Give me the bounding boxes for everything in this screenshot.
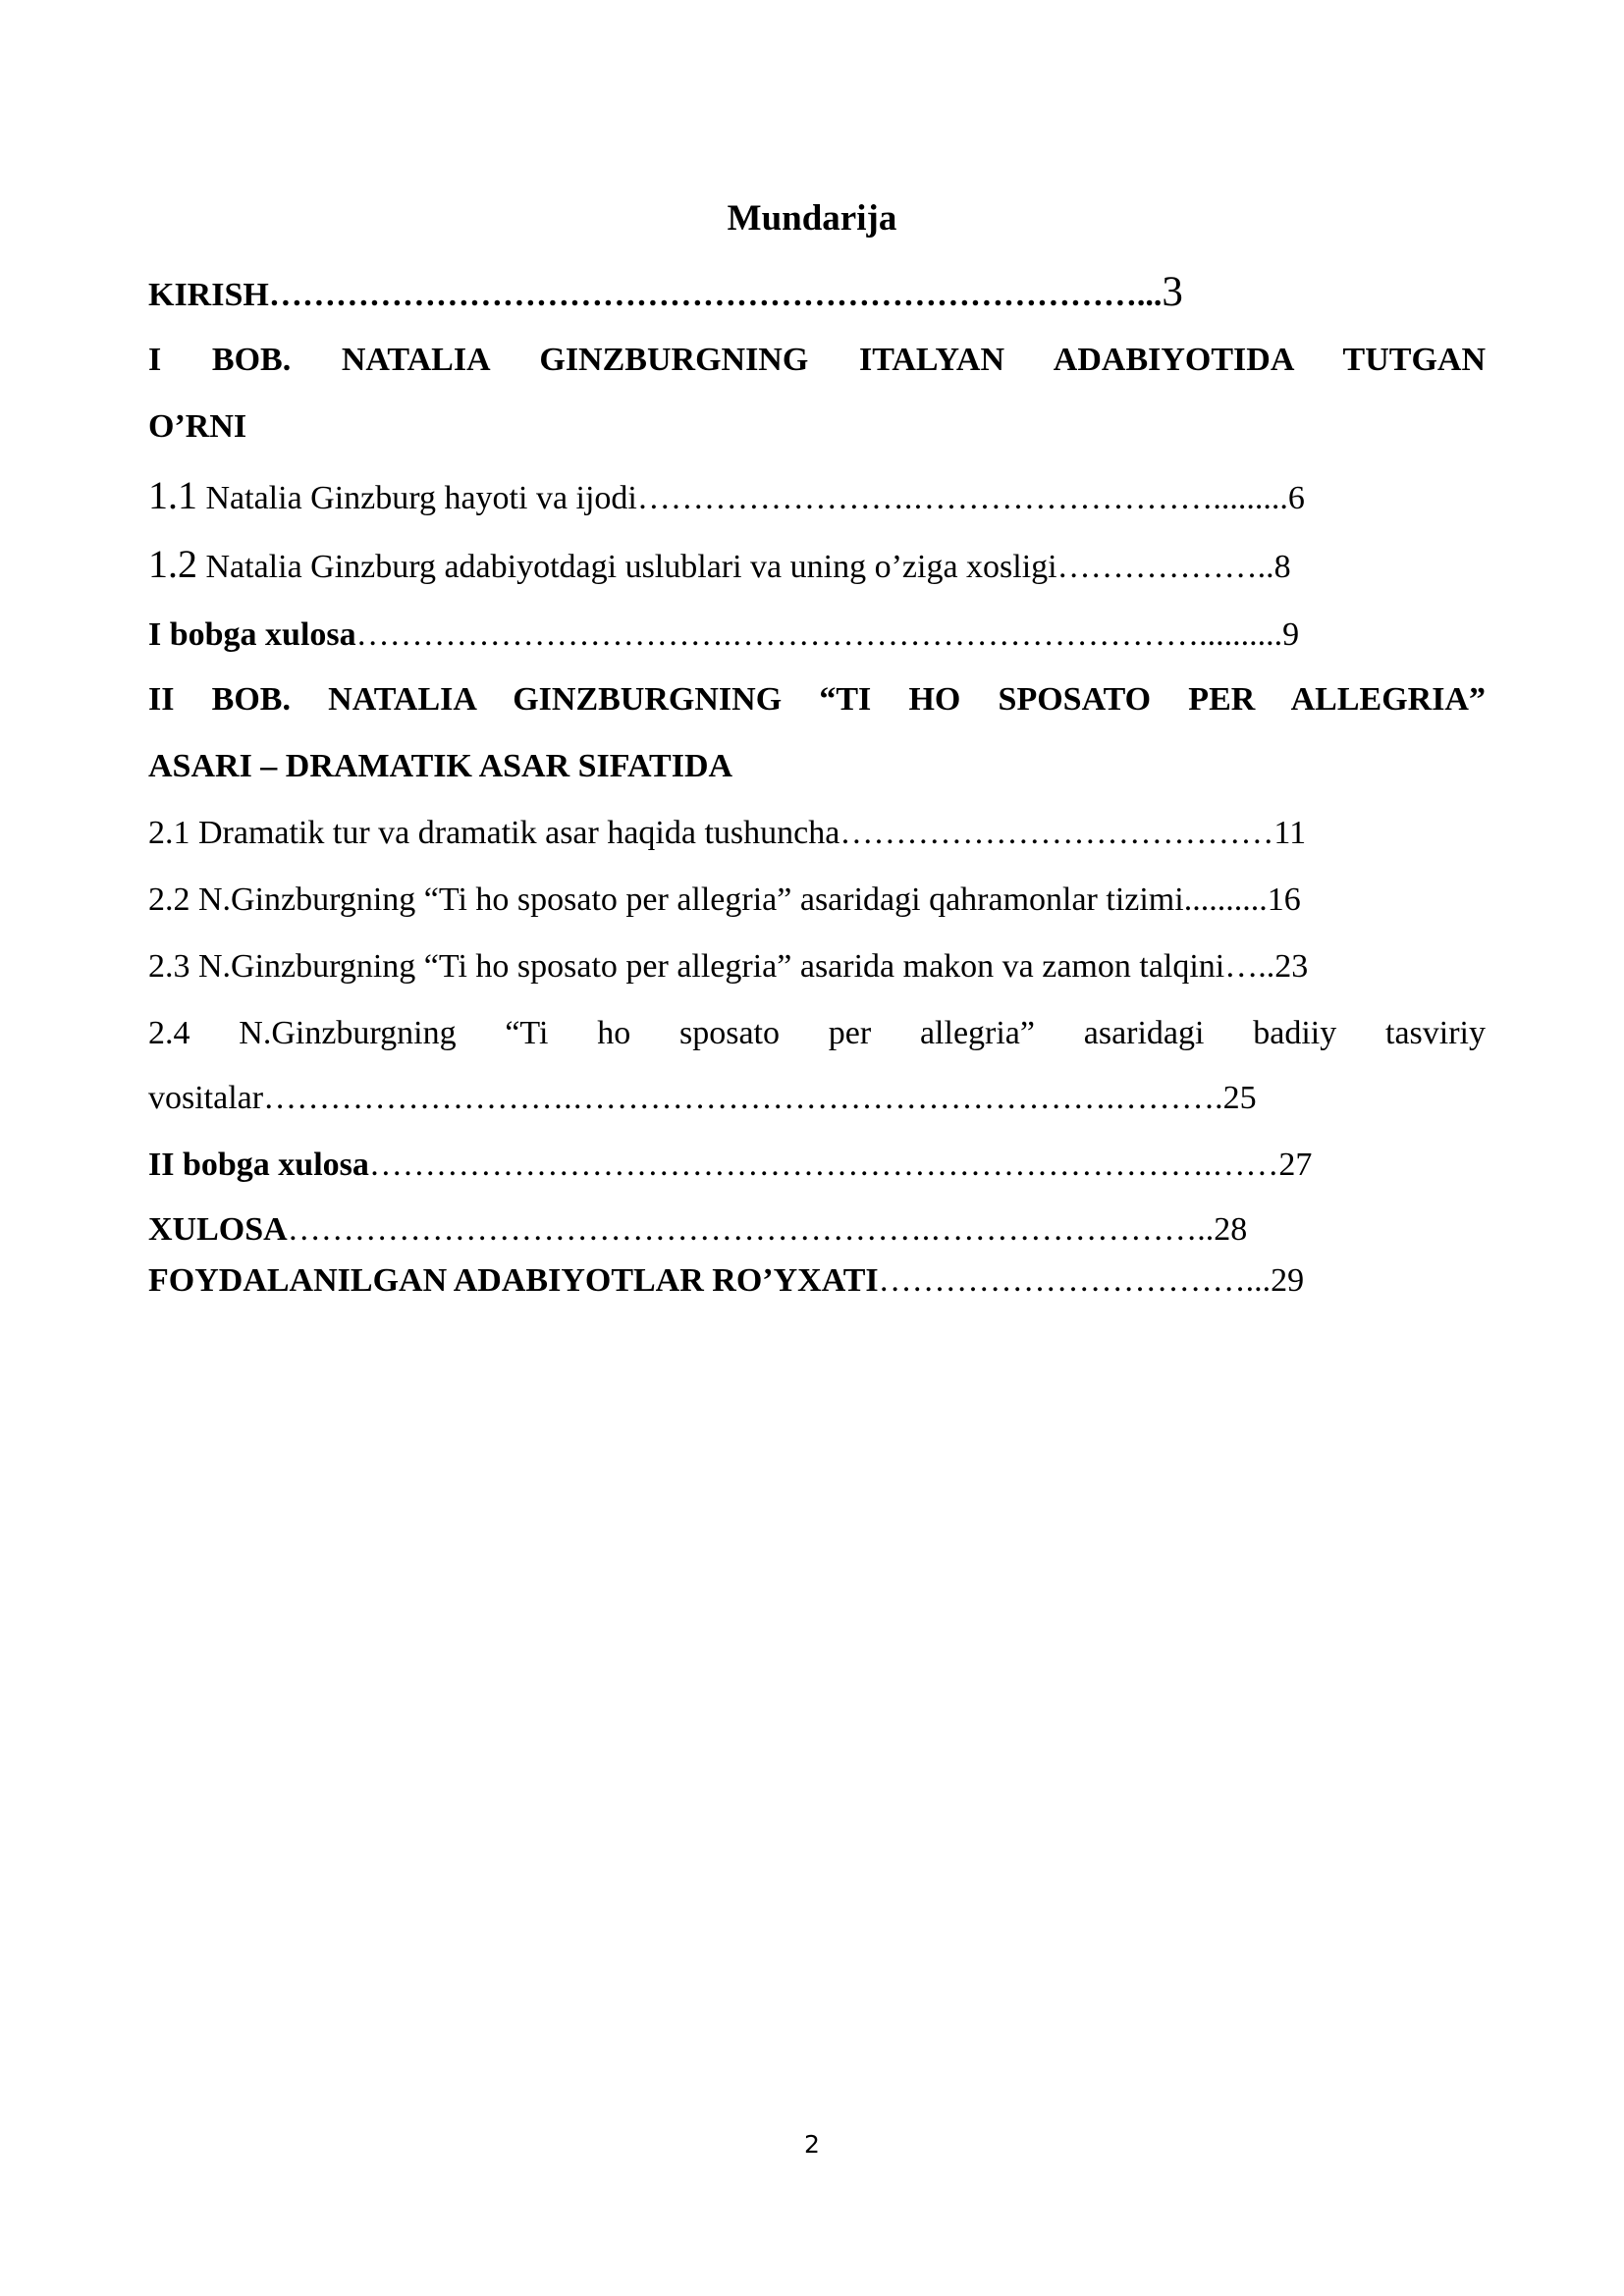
toc-entry-label: vositalar xyxy=(148,1080,264,1116)
toc-leader: ……………………………………………………………………... xyxy=(268,277,1163,313)
toc-page-number: 23 xyxy=(1274,948,1309,985)
toc-entry-label: 2.2 N.Ginzburgning “Ti ho sposato per allegria” asaridagi qahramonlar tizimi xyxy=(148,881,1184,918)
toc-entry-kirish xyxy=(148,263,1183,322)
toc-leader: …………………………….…………………………………….......... xyxy=(355,616,1283,653)
toc-entry-label: 2.3 N.Ginzburgning “Ti ho sposato per allegria” asarida makon va zamon talqini xyxy=(148,948,1225,985)
toc-entry-label: XULOSA xyxy=(148,1211,288,1248)
toc-chapter-1-heading-cont: O’RNI xyxy=(148,408,247,445)
toc-chapter-2-heading-cont: ASARI – DRAMATIK ASAR SIFATIDA xyxy=(148,748,733,784)
toc-leader: ………………………………………………………………….…… xyxy=(368,1147,1279,1183)
toc-page-number: 11 xyxy=(1273,815,1307,851)
toc-entry-2-4: 2.4 N.Ginzburgning “Ti ho sposato per allegria” asaridagi badiiy tasviriy xyxy=(148,1015,1486,1051)
toc-entry-label: FOYDALANILGAN ADABIYOTLAR RO’YXATI xyxy=(148,1262,879,1299)
page-number: 2 xyxy=(804,2130,820,2159)
toc-entry-1-1 xyxy=(148,467,1305,524)
toc-entry-1-2 xyxy=(148,536,1291,593)
toc-title: Mundarija xyxy=(727,198,897,239)
toc-entry-label: KIRISH xyxy=(148,277,269,313)
toc-entry-2-1 xyxy=(148,807,1306,860)
toc-leader: ……………….. xyxy=(1056,549,1274,585)
toc-chapter-1-heading: I BOB. NATALIA GINZBURGNING ITALYAN ADABIYOTIDA TUTGAN xyxy=(148,342,1486,378)
toc-entry-adabiyotlar xyxy=(148,1255,1304,1308)
toc-entry-label: Natalia Ginzburg adabiyotdagi uslublari va uning o’ziga xosligi xyxy=(197,549,1057,585)
toc-leader: ……………………………... xyxy=(878,1262,1272,1299)
toc-page-number: 16 xyxy=(1267,881,1301,918)
toc-chapter-2-heading: II BOB. NATALIA GINZBURGNING “TI HO SPOSATO PER ALLEGRIA” xyxy=(148,681,1486,718)
toc-entry-label: 2.1 Dramatik tur va dramatik asar haqida tushuncha xyxy=(148,815,840,851)
toc-section-number: 1.2 xyxy=(148,542,197,586)
toc-page-number: 28 xyxy=(1214,1211,1248,1248)
toc-entry-xulosa-2 xyxy=(148,1139,1312,1192)
toc-entry-label: I bobga xulosa xyxy=(148,616,356,653)
toc-entry-2-4-cont xyxy=(148,1072,1257,1125)
toc-page-number: 27 xyxy=(1278,1147,1313,1183)
toc-leader: ….. xyxy=(1224,948,1275,985)
toc-entry-xulosa-1 xyxy=(148,609,1299,662)
toc-page-number: 6 xyxy=(1287,480,1305,516)
toc-leader: ………………………………………………….…………………….. xyxy=(287,1211,1215,1248)
toc-entry-xulosa xyxy=(148,1203,1247,1256)
toc-entry-2-2 xyxy=(148,874,1301,927)
toc-page-number: 25 xyxy=(1222,1080,1257,1116)
toc-entry-label: II bobga xulosa xyxy=(148,1147,369,1183)
toc-page-number: 3 xyxy=(1162,269,1183,315)
toc-page-number: 29 xyxy=(1271,1262,1305,1299)
toc-section-number: 1.1 xyxy=(148,473,197,517)
toc-page-number: 8 xyxy=(1273,549,1291,585)
toc-leader: ……………………….………………………………………….………. xyxy=(263,1080,1223,1116)
toc-leader: …………………….………………………......... xyxy=(636,480,1288,516)
toc-entry-2-3 xyxy=(148,940,1308,993)
toc-leader: ………………………………… xyxy=(839,815,1274,851)
toc-entry-label: Natalia Ginzburg hayoti va ijodi xyxy=(197,480,637,516)
toc-page-number: 9 xyxy=(1282,616,1300,653)
toc-leader: .......... xyxy=(1183,881,1268,918)
